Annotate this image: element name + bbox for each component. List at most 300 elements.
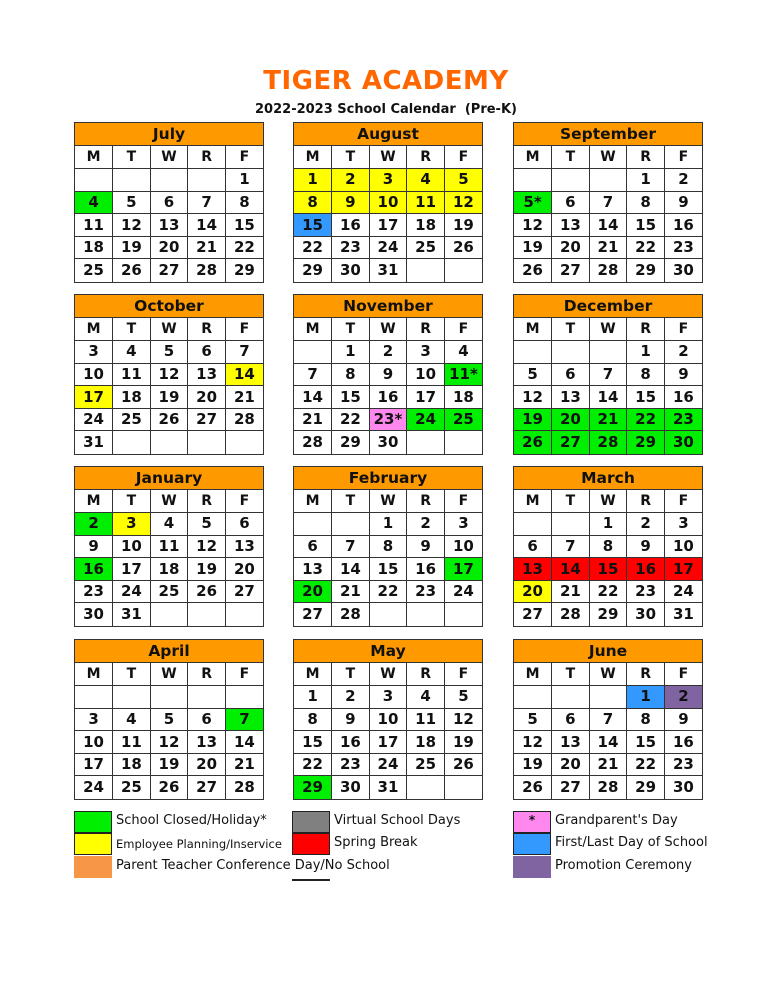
weekday-header: T: [332, 146, 370, 169]
weekday-header: F: [225, 146, 263, 169]
day-cell: 18: [113, 386, 151, 409]
day-cell: 3: [75, 708, 113, 731]
weekday-header: M: [514, 490, 552, 513]
day-cell: 18: [75, 236, 113, 259]
day-cell: 30: [664, 776, 702, 799]
day-cell: 13: [188, 731, 226, 754]
day-cell: 31: [369, 259, 407, 282]
day-cell: 3: [444, 513, 482, 536]
weekday-header: M: [514, 318, 552, 341]
day-cell: 10: [75, 731, 113, 754]
day-cell: 20: [514, 580, 552, 603]
day-cell: 4: [150, 513, 188, 536]
day-cell: 8: [627, 191, 665, 214]
day-cell: 21: [589, 753, 627, 776]
day-cell: 15: [369, 558, 407, 581]
day-cell: 9: [664, 708, 702, 731]
spring-break-swatch: [292, 833, 330, 855]
day-cell: 28: [589, 776, 627, 799]
day-cell: 13: [225, 535, 263, 558]
weekday-header: T: [113, 490, 151, 513]
day-cell: 26: [188, 580, 226, 603]
weekday-header: W: [589, 663, 627, 686]
day-cell: 5*: [514, 191, 552, 214]
day-cell: 23*: [369, 408, 407, 431]
day-cell: 25: [444, 408, 482, 431]
day-cell: 24: [444, 580, 482, 603]
day-cell: 20: [188, 386, 226, 409]
legend-label: Promotion Ceremony: [555, 858, 692, 873]
month-name: July: [75, 123, 263, 146]
day-cell: 2: [407, 513, 445, 536]
month-name: March: [514, 467, 702, 490]
day-cell: 7: [589, 708, 627, 731]
day-cell: 7: [552, 535, 590, 558]
empty-cell: [225, 686, 263, 709]
day-cell: 11: [113, 363, 151, 386]
weekday-header: T: [113, 318, 151, 341]
legend-label: Parent Teacher Conference Day/No School: [116, 858, 390, 873]
day-cell: 12: [444, 191, 482, 214]
empty-cell: [113, 431, 151, 454]
day-cell: 8: [225, 191, 263, 214]
empty-cell: [589, 686, 627, 709]
day-cell: 11: [113, 731, 151, 754]
day-cell: 26: [444, 236, 482, 259]
day-cell: 10: [75, 363, 113, 386]
month-march: [513, 466, 703, 627]
day-cell: 23: [627, 580, 665, 603]
day-cell: 25: [407, 753, 445, 776]
day-cell: 17: [407, 386, 445, 409]
day-cell: 26: [514, 776, 552, 799]
weekday-header: M: [514, 663, 552, 686]
day-cell: 30: [75, 603, 113, 626]
weekday-header: F: [225, 663, 263, 686]
day-cell: 27: [552, 776, 590, 799]
day-cell: 18: [444, 386, 482, 409]
day-cell: 24: [75, 776, 113, 799]
day-cell: 30: [664, 431, 702, 454]
day-cell: 4: [444, 341, 482, 364]
day-cell: 7: [225, 708, 263, 731]
day-cell: 24: [407, 408, 445, 431]
day-cell: 23: [664, 408, 702, 431]
empty-cell: [514, 169, 552, 192]
day-cell: 11*: [444, 363, 482, 386]
day-cell: 28: [225, 408, 263, 431]
day-cell: 4: [75, 191, 113, 214]
day-cell: 14: [589, 731, 627, 754]
day-cell: 9: [332, 191, 370, 214]
day-cell: 19: [150, 386, 188, 409]
day-cell: 19: [113, 236, 151, 259]
weekday-header: R: [627, 490, 665, 513]
day-cell: 4: [113, 341, 151, 364]
first-last-swatch: [513, 833, 551, 855]
day-cell: 10: [444, 535, 482, 558]
empty-cell: [150, 169, 188, 192]
month-august: [293, 122, 483, 283]
day-cell: 12: [444, 708, 482, 731]
empty-cell: [552, 169, 590, 192]
day-cell: 6: [514, 535, 552, 558]
weekday-header: W: [150, 146, 188, 169]
empty-cell: [407, 431, 445, 454]
weekday-header: M: [75, 146, 113, 169]
day-cell: 28: [294, 431, 332, 454]
day-cell: 29: [627, 776, 665, 799]
weekday-header: R: [627, 146, 665, 169]
legend-label: Virtual School Days: [334, 813, 461, 828]
empty-cell: [294, 341, 332, 364]
empty-cell: [113, 686, 151, 709]
day-cell: 7: [188, 191, 226, 214]
day-cell: 5: [150, 341, 188, 364]
empty-cell: [444, 776, 482, 799]
day-cell: 1: [225, 169, 263, 192]
empty-cell: [552, 513, 590, 536]
day-cell: 23: [664, 753, 702, 776]
day-cell: 25: [150, 580, 188, 603]
day-cell: 7: [225, 341, 263, 364]
day-cell: 12: [150, 363, 188, 386]
day-cell: 13: [552, 386, 590, 409]
day-cell: 1: [294, 169, 332, 192]
day-cell: 28: [188, 259, 226, 282]
day-cell: 14: [589, 386, 627, 409]
day-cell: 13: [552, 731, 590, 754]
day-cell: 20: [225, 558, 263, 581]
empty-cell: [188, 431, 226, 454]
legend-label: Employee Planning/Inservice: [116, 837, 282, 851]
empty-cell: [589, 169, 627, 192]
empty-cell: [225, 431, 263, 454]
day-cell: 1: [294, 686, 332, 709]
day-cell: 14: [589, 214, 627, 237]
weekday-header: R: [188, 146, 226, 169]
day-cell: 20: [188, 753, 226, 776]
day-cell: 29: [294, 259, 332, 282]
day-cell: 2: [75, 513, 113, 536]
day-cell: 19: [514, 236, 552, 259]
day-cell: 15: [294, 214, 332, 237]
day-cell: 23: [75, 580, 113, 603]
weekday-header: T: [332, 663, 370, 686]
legend-label: First/Last Day of School: [555, 835, 708, 850]
day-cell: 9: [75, 535, 113, 558]
day-cell: 25: [75, 259, 113, 282]
day-cell: 7: [589, 363, 627, 386]
day-cell: 20: [552, 236, 590, 259]
day-cell: 21: [188, 236, 226, 259]
day-cell: 6: [225, 513, 263, 536]
weekday-header: T: [113, 146, 151, 169]
day-cell: 2: [369, 341, 407, 364]
day-cell: 22: [627, 753, 665, 776]
day-cell: 16: [664, 386, 702, 409]
day-cell: 13: [150, 214, 188, 237]
day-cell: 28: [552, 603, 590, 626]
day-cell: 15: [589, 558, 627, 581]
month-name: April: [75, 640, 263, 663]
day-cell: 6: [188, 708, 226, 731]
day-cell: 21: [294, 408, 332, 431]
day-cell: 31: [664, 603, 702, 626]
month-april: [74, 639, 264, 800]
day-cell: 11: [150, 535, 188, 558]
day-cell: 23: [332, 753, 370, 776]
empty-cell: [150, 686, 188, 709]
weekday-header: M: [294, 318, 332, 341]
day-cell: 1: [627, 341, 665, 364]
empty-cell: [444, 259, 482, 282]
virtual-swatch: [292, 811, 330, 833]
day-cell: 12: [514, 731, 552, 754]
day-cell: 21: [589, 408, 627, 431]
weekday-header: R: [188, 490, 226, 513]
day-cell: 14: [294, 386, 332, 409]
day-cell: 3: [369, 169, 407, 192]
day-cell: 5: [150, 708, 188, 731]
day-cell: 27: [294, 603, 332, 626]
weekday-header: W: [369, 146, 407, 169]
day-cell: 1: [627, 686, 665, 709]
weekday-header: M: [294, 146, 332, 169]
day-cell: 18: [407, 214, 445, 237]
weekday-header: R: [627, 318, 665, 341]
day-cell: 9: [664, 191, 702, 214]
day-cell: 16: [407, 558, 445, 581]
weekday-header: W: [369, 318, 407, 341]
day-cell: 2: [332, 169, 370, 192]
day-cell: 5: [514, 363, 552, 386]
day-cell: 8: [627, 363, 665, 386]
weekday-header: F: [444, 490, 482, 513]
empty-cell: [407, 603, 445, 626]
day-cell: 3: [407, 341, 445, 364]
day-cell: 29: [589, 603, 627, 626]
weekday-header: F: [664, 663, 702, 686]
day-cell: 7: [589, 191, 627, 214]
weekday-header: R: [407, 490, 445, 513]
day-cell: 8: [627, 708, 665, 731]
month-name: January: [75, 467, 263, 490]
day-cell: 12: [514, 214, 552, 237]
day-cell: 21: [332, 580, 370, 603]
grandparents-swatch: *: [513, 811, 551, 833]
day-cell: 29: [294, 776, 332, 799]
day-cell: 15: [294, 731, 332, 754]
empty-cell: [514, 513, 552, 536]
month-name: September: [514, 123, 702, 146]
day-cell: 10: [369, 191, 407, 214]
empty-cell: [369, 603, 407, 626]
weekday-header: T: [332, 318, 370, 341]
legend-label: Spring Break: [334, 835, 418, 850]
day-cell: 16: [627, 558, 665, 581]
day-cell: 19: [514, 408, 552, 431]
day-cell: 4: [113, 708, 151, 731]
weekday-header: F: [225, 490, 263, 513]
day-cell: 30: [627, 603, 665, 626]
day-cell: 20: [294, 580, 332, 603]
day-cell: 2: [664, 169, 702, 192]
weekday-header: T: [552, 663, 590, 686]
day-cell: 20: [552, 408, 590, 431]
day-cell: 16: [664, 214, 702, 237]
school-title: TIGER ACADEMY: [263, 66, 509, 96]
day-cell: 27: [150, 259, 188, 282]
month-october: [74, 294, 264, 455]
weekday-header: F: [225, 318, 263, 341]
day-cell: 4: [407, 686, 445, 709]
day-cell: 12: [514, 386, 552, 409]
weekday-header: F: [444, 318, 482, 341]
empty-cell: [407, 259, 445, 282]
day-cell: 13: [514, 558, 552, 581]
day-cell: 21: [225, 386, 263, 409]
conference-swatch: [74, 856, 112, 878]
day-cell: 1: [589, 513, 627, 536]
day-cell: 10: [369, 708, 407, 731]
day-cell: 29: [627, 259, 665, 282]
day-cell: 22: [294, 753, 332, 776]
day-cell: 16: [664, 731, 702, 754]
day-cell: 25: [113, 408, 151, 431]
month-july: [74, 122, 264, 283]
day-cell: 27: [225, 580, 263, 603]
weekday-header: W: [150, 318, 188, 341]
day-cell: 21: [552, 580, 590, 603]
day-cell: 2: [664, 686, 702, 709]
day-cell: 17: [75, 386, 113, 409]
empty-cell: [552, 686, 590, 709]
day-cell: 18: [113, 753, 151, 776]
day-cell: 11: [407, 708, 445, 731]
day-cell: 9: [407, 535, 445, 558]
day-cell: 14: [225, 731, 263, 754]
month-february: [293, 466, 483, 627]
day-cell: 8: [369, 535, 407, 558]
empty-cell: [188, 686, 226, 709]
day-cell: 6: [552, 363, 590, 386]
day-cell: 19: [444, 214, 482, 237]
weekday-header: W: [150, 663, 188, 686]
day-cell: 30: [332, 259, 370, 282]
divider-line: [292, 879, 330, 881]
legend-label: Grandparent's Day: [555, 813, 678, 828]
promotion-swatch: [513, 856, 551, 878]
day-cell: 28: [332, 603, 370, 626]
day-cell: 9: [369, 363, 407, 386]
empty-cell: [294, 513, 332, 536]
weekday-header: M: [75, 490, 113, 513]
day-cell: 27: [514, 603, 552, 626]
weekday-header: F: [664, 318, 702, 341]
day-cell: 24: [369, 753, 407, 776]
day-cell: 16: [75, 558, 113, 581]
day-cell: 3: [75, 341, 113, 364]
empty-cell: [150, 431, 188, 454]
day-cell: 2: [332, 686, 370, 709]
day-cell: 5: [514, 708, 552, 731]
month-may: [293, 639, 483, 800]
day-cell: 24: [75, 408, 113, 431]
day-cell: 25: [113, 776, 151, 799]
weekday-header: R: [407, 318, 445, 341]
day-cell: 21: [225, 753, 263, 776]
day-cell: 15: [225, 214, 263, 237]
day-cell: 19: [188, 558, 226, 581]
month-september: [513, 122, 703, 283]
day-cell: 7: [294, 363, 332, 386]
weekday-header: M: [294, 490, 332, 513]
day-cell: 5: [188, 513, 226, 536]
day-cell: 22: [589, 580, 627, 603]
day-cell: 2: [627, 513, 665, 536]
legend-label: School Closed/Holiday*: [116, 813, 267, 828]
day-cell: 16: [369, 386, 407, 409]
day-cell: 9: [627, 535, 665, 558]
empty-cell: [188, 169, 226, 192]
empty-cell: [332, 513, 370, 536]
day-cell: 19: [514, 753, 552, 776]
day-cell: 12: [188, 535, 226, 558]
month-name: October: [75, 295, 263, 318]
weekday-header: R: [407, 146, 445, 169]
day-cell: 11: [75, 214, 113, 237]
day-cell: 6: [150, 191, 188, 214]
month-january: [74, 466, 264, 627]
day-cell: 5: [444, 686, 482, 709]
weekday-header: R: [188, 318, 226, 341]
day-cell: 23: [664, 236, 702, 259]
day-cell: 26: [514, 431, 552, 454]
day-cell: 17: [444, 558, 482, 581]
day-cell: 20: [552, 753, 590, 776]
day-cell: 2: [664, 341, 702, 364]
day-cell: 1: [332, 341, 370, 364]
empty-cell: [75, 686, 113, 709]
day-cell: 8: [294, 191, 332, 214]
weekday-header: W: [150, 490, 188, 513]
day-cell: 8: [294, 708, 332, 731]
empty-cell: [407, 776, 445, 799]
empty-cell: [75, 169, 113, 192]
day-cell: 1: [369, 513, 407, 536]
day-cell: 14: [225, 363, 263, 386]
weekday-header: M: [75, 318, 113, 341]
day-cell: 6: [188, 341, 226, 364]
month-november: [293, 294, 483, 455]
day-cell: 14: [188, 214, 226, 237]
day-cell: 18: [407, 731, 445, 754]
empty-cell: [444, 603, 482, 626]
weekday-header: M: [514, 146, 552, 169]
day-cell: 13: [294, 558, 332, 581]
empty-cell: [225, 603, 263, 626]
day-cell: 14: [552, 558, 590, 581]
day-cell: 25: [407, 236, 445, 259]
day-cell: 13: [552, 214, 590, 237]
day-cell: 31: [75, 431, 113, 454]
day-cell: 24: [369, 236, 407, 259]
day-cell: 16: [332, 731, 370, 754]
calendar-subtitle: 2022-2023 School Calendar (Pre-K): [255, 102, 517, 117]
weekday-header: R: [188, 663, 226, 686]
month-name: May: [294, 640, 482, 663]
